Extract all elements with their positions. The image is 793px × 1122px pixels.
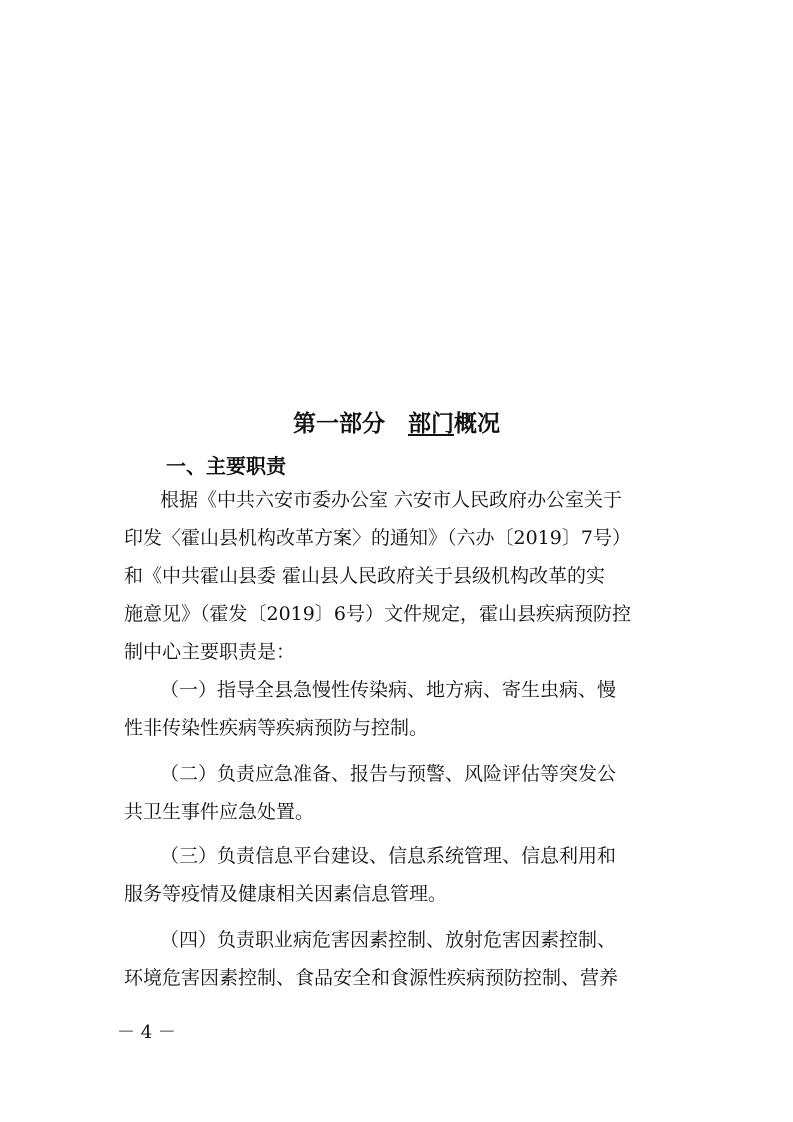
duty-item-1-line: 性非传染性疾病等疾病预防与控制。 xyxy=(124,717,429,739)
part-title-prefix: 第一部分 xyxy=(293,411,408,437)
part-title xyxy=(0,408,793,440)
duty-item-3-line: 服务等疫情及健康相关因素信息管理。 xyxy=(124,883,448,905)
duty-item-1-line: （一）指导全县急慢性传染病、地方病、寄生虫病、慢 xyxy=(160,679,617,701)
part-title-suffix: 概况 xyxy=(454,411,500,437)
part-title-underlined: 部门 xyxy=(408,411,454,437)
paragraph-line: 根据《中共六安市委办公室 六安市人民政府办公室关于 xyxy=(160,489,623,511)
paragraph-line: 和《中共霍山县委 霍山县人民政府关于县级机构改革的实 xyxy=(124,565,606,587)
duty-item-4-line: （四）负责职业病危害因素控制、放射危害因素控制、 xyxy=(160,929,617,951)
duty-item-3-line: （三）负责信息平台建设、信息系统管理、信息利用和 xyxy=(160,845,617,867)
paragraph-line: 制中心主要职责是： xyxy=(124,641,296,663)
paragraph-line: 印发〈霍山县机构改革方案〉的通知》（六办〔2019〕7号） xyxy=(124,527,631,549)
duty-item-4-line: 环境危害因素控制、食品安全和食源性疾病预防控制、营养 xyxy=(124,967,619,989)
duty-item-2-line: 共卫生事件应急处置。 xyxy=(124,801,315,823)
page-number: － 4 － xyxy=(117,1022,176,1043)
paragraph-line: 施意见》（霍发〔2019〕6号）文件规定，霍山县疾病预防控 xyxy=(124,603,631,625)
duty-item-2-line: （二）负责应急准备、报告与预警、风险评估等突发公 xyxy=(160,763,617,785)
section-heading: 一、主要职责 xyxy=(166,454,286,478)
